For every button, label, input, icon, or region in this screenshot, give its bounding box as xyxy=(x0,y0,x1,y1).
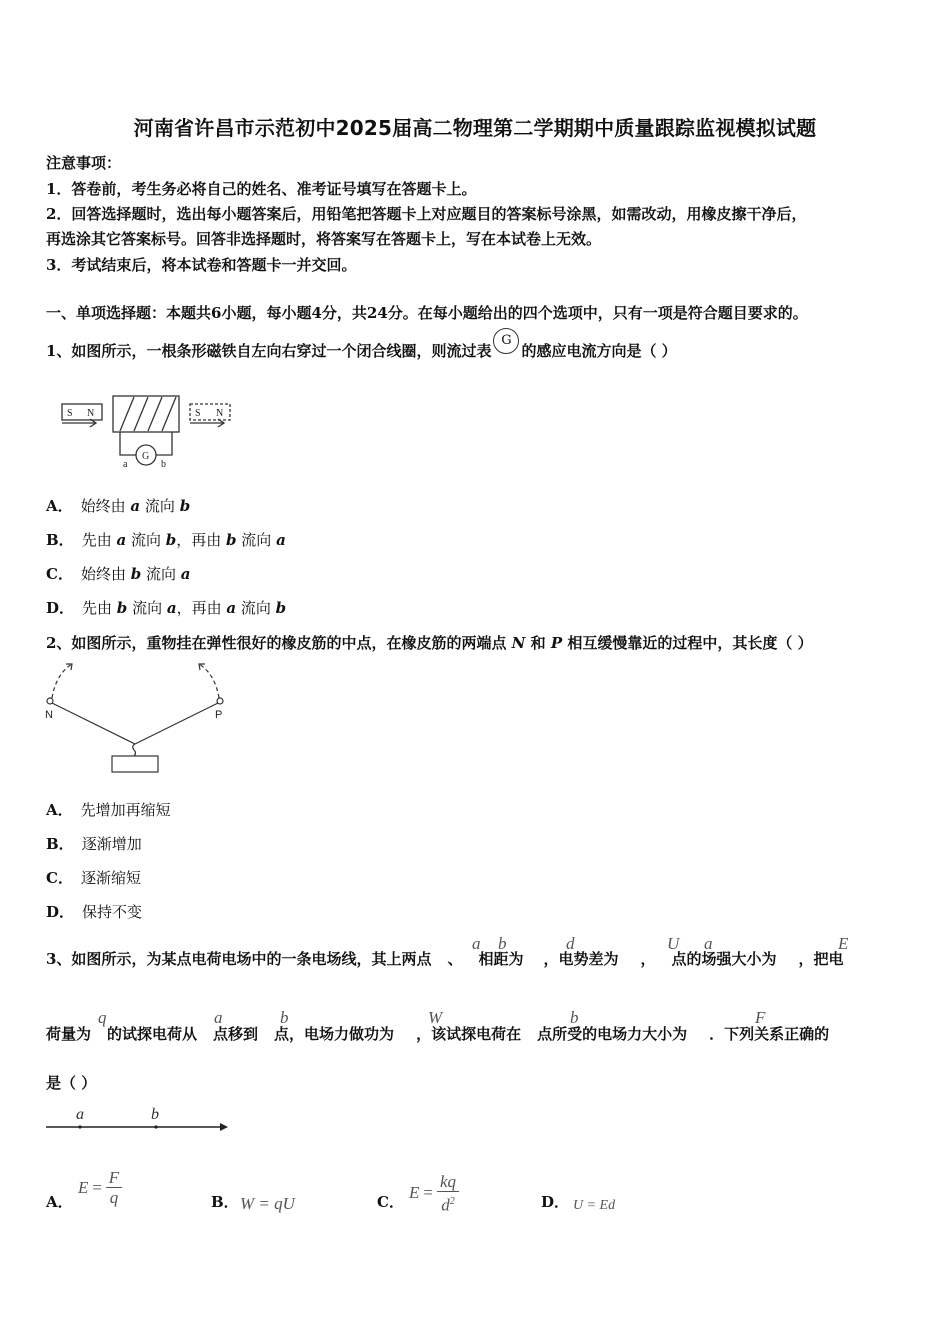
q3-sym-b3: b xyxy=(570,1008,579,1027)
q3-option-c[interactable]: C． xyxy=(377,1193,404,1211)
fig-label-a: a xyxy=(76,1106,84,1123)
q2-option-d[interactable]: D． 保持不变 xyxy=(46,903,143,921)
q2-option-a[interactable]: A． 先增加再缩短 xyxy=(46,801,171,819)
q3-sym-a: a xyxy=(472,934,481,953)
q1-option-c[interactable]: C． 始终由 b 流向 a xyxy=(46,565,191,583)
q3-formula-c: E = kq $d^2$ xyxy=(409,1172,459,1214)
q3-sym-u: U xyxy=(667,934,680,953)
q3-sym-f: F xyxy=(755,1008,766,1027)
q1-option-a[interactable]: A． 始终由 a 流向 b xyxy=(46,497,191,515)
q3-sym-d: d xyxy=(566,934,575,953)
q1-stem-pre: 1、如图所示，一根条形磁铁自左向右穿过一个闭合线圈，则流过表 xyxy=(46,342,492,360)
q3-sym-e: E xyxy=(838,934,849,953)
q3-sym-w: W xyxy=(428,1008,443,1027)
q3-option-b[interactable]: B． xyxy=(211,1193,239,1211)
q2-option-b[interactable]: B． 逐渐增加 xyxy=(46,835,142,853)
weight-block xyxy=(112,756,158,772)
q3-sym-b2: b xyxy=(280,1008,289,1027)
magnet-left-s: S xyxy=(67,408,73,419)
label-a: a xyxy=(123,459,128,470)
section-heading: 一、单项选择题：本题共6小题，每小题4分，共24分。在每小题给出的四个选项中，只有一项是符合题目要求的。 xyxy=(46,304,808,322)
label-p: P xyxy=(215,709,223,721)
q3-line3: 是（ ） xyxy=(46,1074,97,1092)
galvanometer-label: G xyxy=(142,451,150,462)
notes-heading: 注意事项： xyxy=(46,154,122,172)
notes-item-2b: 再选涂其它答案标号。回答非选择题时，将答案写在答题卡上，写在本试卷上无效。 xyxy=(46,230,602,248)
q1-stem-post: 的感应电流方向是（ ） xyxy=(521,342,677,360)
label-b: b xyxy=(161,459,166,470)
fig-label-b: b xyxy=(151,1106,159,1123)
q1-stem xyxy=(46,333,677,366)
magnet-left-n: N xyxy=(87,408,95,419)
field-arrow xyxy=(220,1123,228,1131)
q3-option-d[interactable]: D． xyxy=(541,1193,570,1211)
rubber-band-left xyxy=(52,703,135,744)
notes-item-3: 3．考试结束后，将本试卷和答题卡一并交回。 xyxy=(46,256,357,274)
rubber-band-right xyxy=(135,703,218,744)
magnet-right-s: S xyxy=(195,408,201,419)
q2-stem: 2、如图所示，重物挂在弹性很好的橡皮筋的中点，在橡皮筋的两端点 N 和 P 相互缓慢靠近的过程中，其长度（ ） xyxy=(46,634,813,652)
galvanometer-icon: G xyxy=(493,328,519,354)
notes-item-1: 1．答卷前，考生务必将自己的姓名、准考证号填写在答题卡上。 xyxy=(46,180,477,198)
q2-figure xyxy=(44,660,234,778)
q1-figure xyxy=(60,393,240,473)
q3-sym-a2: a xyxy=(704,934,713,953)
q3-formula-b: W = qU xyxy=(240,1194,295,1213)
q3-line1-text: 3、如图所示，为某点电荷电场中的一条电场线，其上两点 、 相距为 ，电势差为 ， 点的场强大小为 ，把电 xyxy=(46,950,844,968)
magnet-right-n: N xyxy=(216,408,224,419)
q3-formula-a: E = F q xyxy=(78,1168,122,1207)
q3-sym-q: q xyxy=(98,1008,107,1027)
q2-option-c[interactable]: C． 逐渐缩短 xyxy=(46,869,141,887)
q3-formula-d: U = Ed xyxy=(573,1198,616,1213)
q3-figure xyxy=(44,1100,229,1136)
q3-sym-b: b xyxy=(498,934,507,953)
point-a xyxy=(78,1125,81,1128)
label-n: N xyxy=(45,709,53,721)
q1-option-b[interactable]: B． 先由 a 流向 b，再由 b 流向 a xyxy=(46,531,286,549)
notes-item-2a: 2．回答选择题时，选出每小题答案后，用铅笔把答题卡上对应题目的答案标号涂黑，如需改动，用橡皮擦干净后， xyxy=(46,205,807,223)
q3-sym-a3: a xyxy=(214,1008,223,1027)
page-title: 河南省许昌市示范初中2025届高二物理第二学期期中质量跟踪监视模拟试题 xyxy=(133,116,817,140)
point-b xyxy=(154,1125,157,1128)
q1-option-d[interactable]: D． 先由 b 流向 a，再由 a 流向 b xyxy=(46,599,287,617)
q3-option-a[interactable]: A． xyxy=(46,1193,73,1211)
q3-line2-text: 荷量为 的试探电荷从 点移到 点，电场力做功为 ，该试探电荷在 点所受的电场力大小为 ．下列关系正确的 xyxy=(46,1025,830,1043)
